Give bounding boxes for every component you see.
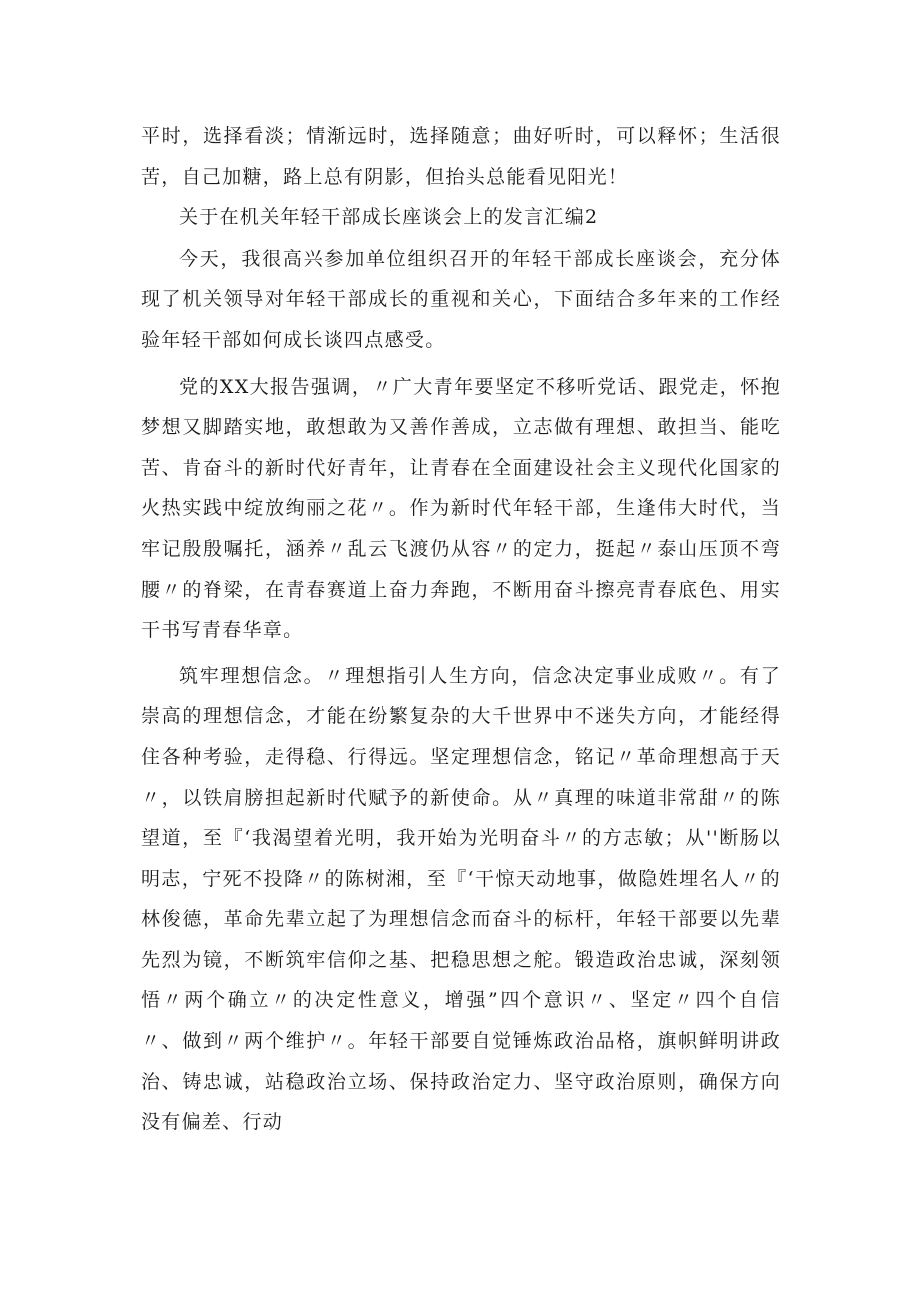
paragraph-ideals: 筑牢理想信念。〃理想指引人生方向，信念决定事业成败〃。有了崇高的理想信念，才能在纷繁复杂的大千世界中不迷失方向，才能经得住各种考验，走得稳、行得远。坚定理想信念，铭记〃革命理想高于天〃，以铁肩膀担起新时代赋予的新使命。从〃真理的味道非常甜〃的陈望道，至『‘我渴望着光明，我开始为光明奋斗〃的方志敏；从''断肠以明志，宁死不投降〃的陈树湘，至『‘干惊天动地事，做隐姓埋名人〃的林俊德，革命先辈立起了为理想信念而奋斗的标杆，年轻干部要以先辈先烈为镜，不断筑牢信仰之基、把稳思想之舵。锻造政治忠诚，深刻领悟〃两个确立〃的决定性意义，增强”四个意识〃、坚定〃四个自信〃、做到〃两个维护〃。年轻干部要自觉锤炼政治品格，旗帜鲜明讲政治、铸忠诚，站稳政治立场、保持政治定力、坚守政治原则，确保方向没有偏差、行动 [141,664,781,1134]
paragraph-report-quote: 党的XX大报告强调，〃广大青年要坚定不移听党话、跟党走，怀抱梦想又脚踏实地，敢想敢为又善作善成，立志做有理想、敢担当、能吃苦、肯奋斗的新时代好青年，让青春在全面建设社会主义现代化国家的火热实践中绽放绚丽之花〃。作为新时代年轻干部，生逢伟大时代，当牢记殷殷嘱托，涵养〃乱云飞渡仍从容〃的定力，挺起〃泰山压顶不弯腰〃的脊梁，在青春赛道上奋力奔跑，不断用奋斗擦亮青春底色、用实干书写青春华章。 [141,375,781,642]
paragraph-continuation: 平时，选择看淡；情渐远时，选择随意；曲好听时，可以释怀；生活很苦，自己加糖，路上总有阴影，但抬头总能看见阳光！ [141,125,781,188]
document-body [141,116,781,1143]
paragraph-intro: 今天，我很高兴参加单位组织召开的年轻干部成长座谈会，充分体现了机关领导对年轻干部成长的重视和关心，下面结合多年来的工作经验年轻干部如何成长谈四点感受。 [141,247,781,351]
section-heading: 关于在机关年轻干部成长座谈会上的发言汇编2 [179,206,599,229]
